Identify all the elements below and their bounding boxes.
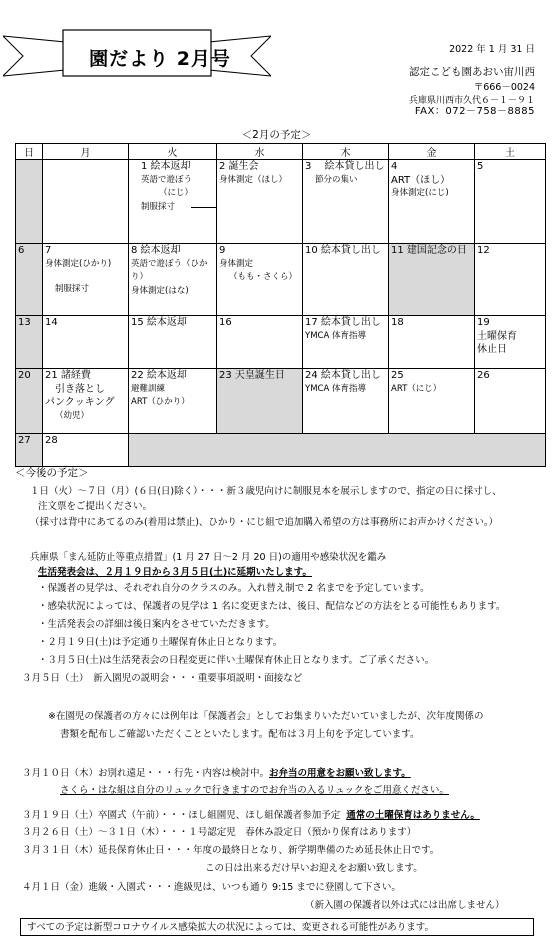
calendar-cell: 20 — [16, 369, 43, 434]
future-text: 書類を配布しご確認いただくことといたします。配布は３月上旬を予定しています。 — [60, 729, 420, 740]
future-text: 注文票をご提出ください。 — [38, 501, 153, 512]
address: 兵庫県川西市久代６－１－９１ — [408, 96, 535, 106]
calendar-cell: 9 身体測定 （もも・さくら） — [217, 244, 303, 316]
future-text: ３月１０日（木）お別れ遠足・・・行先・内容は検討中。お弁当の用意をお願い致します。 — [22, 768, 411, 779]
future-text: ３月３１日（木）延長保育休止日・・・年度の最終日となり、新学期準備のため延長休止日です。 — [22, 845, 440, 856]
calendar-cell: 2 誕生会 身体測定（ほし） — [217, 160, 303, 244]
future-text: ・２月１９日(土)は予定通り土曜保育休止日となります。 — [38, 637, 283, 648]
calendar-cell: 21 諸経費 引き落とし パンクッキング （幼児） — [43, 369, 129, 434]
calendar-cell: 15 絵本返却 — [129, 316, 217, 369]
future-text: ４月１日（金）進級・入園式・・・進級児は、いつも通り 9:15 までに登園して下さい。 — [22, 882, 401, 893]
weekday-sat: 土 — [475, 144, 546, 160]
calendar-cell: 14 — [43, 316, 129, 369]
weekday-thu: 木 — [303, 144, 389, 160]
calendar-cell: 24 絵本貸し出し YMCA 体育指導 — [303, 369, 389, 434]
future-text: 兵庫県「まん延防止等重点措置」(1 月 27 日～2 月 20 日)の適用や感染状況を鑑み — [30, 552, 387, 563]
period-arrow: 制服採寸 — [131, 201, 214, 215]
weekday-wed: 水 — [217, 144, 303, 160]
page-title: 園だより 2月号 — [89, 48, 231, 70]
future-text: （採寸は背中にあてるのみ(着用は禁止)、ひかり・にじ組で追加購入希望の方は事務所にお声かけください。） — [30, 517, 499, 528]
calendar-cell: 1 絵本返却 英語で遊ぼう （にじ） 制服採寸 — [129, 160, 217, 244]
calendar-cell: 18 — [389, 316, 475, 369]
february-calendar — [15, 143, 546, 467]
weekday-sun: 日 — [16, 144, 43, 160]
calendar-cell — [43, 160, 129, 244]
future-heading: ＜今後の予定＞ — [15, 467, 89, 479]
calendar-cell: 8 絵本返却 英語で遊ぼう（ひかり） 身体測定(はな) — [129, 244, 217, 316]
future-text: ・３月５日(土)は生活発表会の日程変更に伴い土曜保育休止日となります。ご了承ください。 — [38, 655, 435, 666]
organization-name: 認定こども園あおい宙川西 — [409, 66, 535, 78]
weekday-mon: 月 — [43, 144, 129, 160]
postal-code: 〒666－0024 — [473, 82, 535, 93]
calendar-cell: 19 土曜保育 休止日 — [475, 316, 546, 369]
future-text: ３月１９日（土）卒園式（午前）・・・ほし組園児、ほし組保護者参加予定 通常の土曜保育はありません。 — [22, 810, 480, 821]
calendar-cell: 26 — [475, 369, 546, 434]
future-text: ３月５日（土） 新入園児の説明会・・・重要事項説明・面接など — [22, 673, 303, 684]
calendar-cell: 13 — [16, 316, 43, 369]
calendar-cell: 27 — [16, 434, 43, 467]
calendar-cell: 7 身体測定(ひかり) 制服採寸 — [43, 244, 129, 316]
calendar-cell — [16, 160, 43, 244]
future-text: （新入園の保護者以外は式には出席しません） — [305, 900, 505, 911]
future-text: １日（火）～７日（月）(６日(日)除く）・・・新３歳児向けに制服見本を展示しますので、指定の日に採寸し、 — [30, 486, 502, 497]
calendar-cell: 12 — [475, 244, 546, 316]
calendar-cell: 22 絵本返却 避難訓練 ART（ひかり） — [129, 369, 217, 434]
future-text: さくら・はな組は自分のリュックで行きますのでお弁当の入るリュックをご用意ください。 — [60, 785, 449, 796]
calendar-cell: 11 建国記念の日 — [389, 244, 475, 316]
future-text: 生活発表会は、２月１９日から３月５日(土)に延期いたします。 — [38, 567, 312, 578]
future-text: ※在園児の保護者の方々には例年は「保護者会」としてお集まりいただいていましたが、次年度関係の — [48, 711, 484, 722]
calendar-cell: 25 ART（にじ） — [389, 369, 475, 434]
future-text: ・感染状況によっては、保護者の見学は 1 名に変更または、後日、配信などの方法をとる可能性もあります。 — [38, 601, 506, 612]
calendar-caption: ＜2月の予定＞ — [241, 129, 312, 141]
future-text: ・生活発表会の詳細は後日案内をさせていただきます。 — [38, 619, 275, 630]
calendar-cell: 5 — [475, 160, 546, 244]
calendar-cell: 4 ART（ほし） 身体測定(にじ) — [389, 160, 475, 244]
footer-note: すべての予定は新型コロナウイルス感染拡大の状況によっては、変更される可能性があります。 — [20, 918, 534, 936]
weekday-fri: 金 — [389, 144, 475, 160]
issue-date: 2022 年 1 月 31 日 — [449, 44, 535, 55]
calendar-cell: 23 天皇誕生日 — [217, 369, 303, 434]
fax-number: FAX：072－758－8885 — [414, 106, 535, 117]
future-text: この日は出来るだけ早いお迎えをお願い致します。 — [205, 863, 423, 874]
calendar-cell: 17 絵本貸し出し YMCA 体育指導 — [303, 316, 389, 369]
calendar-cell: 28 — [43, 434, 129, 467]
future-text: ・保護者の見学は、それぞれ自分のクラスのみ。入れ替え制で 2 名までを予定しています。 — [38, 583, 430, 594]
calendar-empty-area — [129, 434, 546, 467]
weekday-tue: 火 — [129, 144, 217, 160]
calendar-cell: 6 — [16, 244, 43, 316]
calendar-cell: 3 絵本貸し出し 節分の集い — [303, 160, 389, 244]
future-text: ３月２６日（土）～３１日（木）・・・１号認定児 春休み設定日（預かり保育はあります） — [22, 827, 417, 838]
calendar-cell: 16 — [217, 316, 303, 369]
calendar-cell: 10 絵本貸し出し — [303, 244, 389, 316]
